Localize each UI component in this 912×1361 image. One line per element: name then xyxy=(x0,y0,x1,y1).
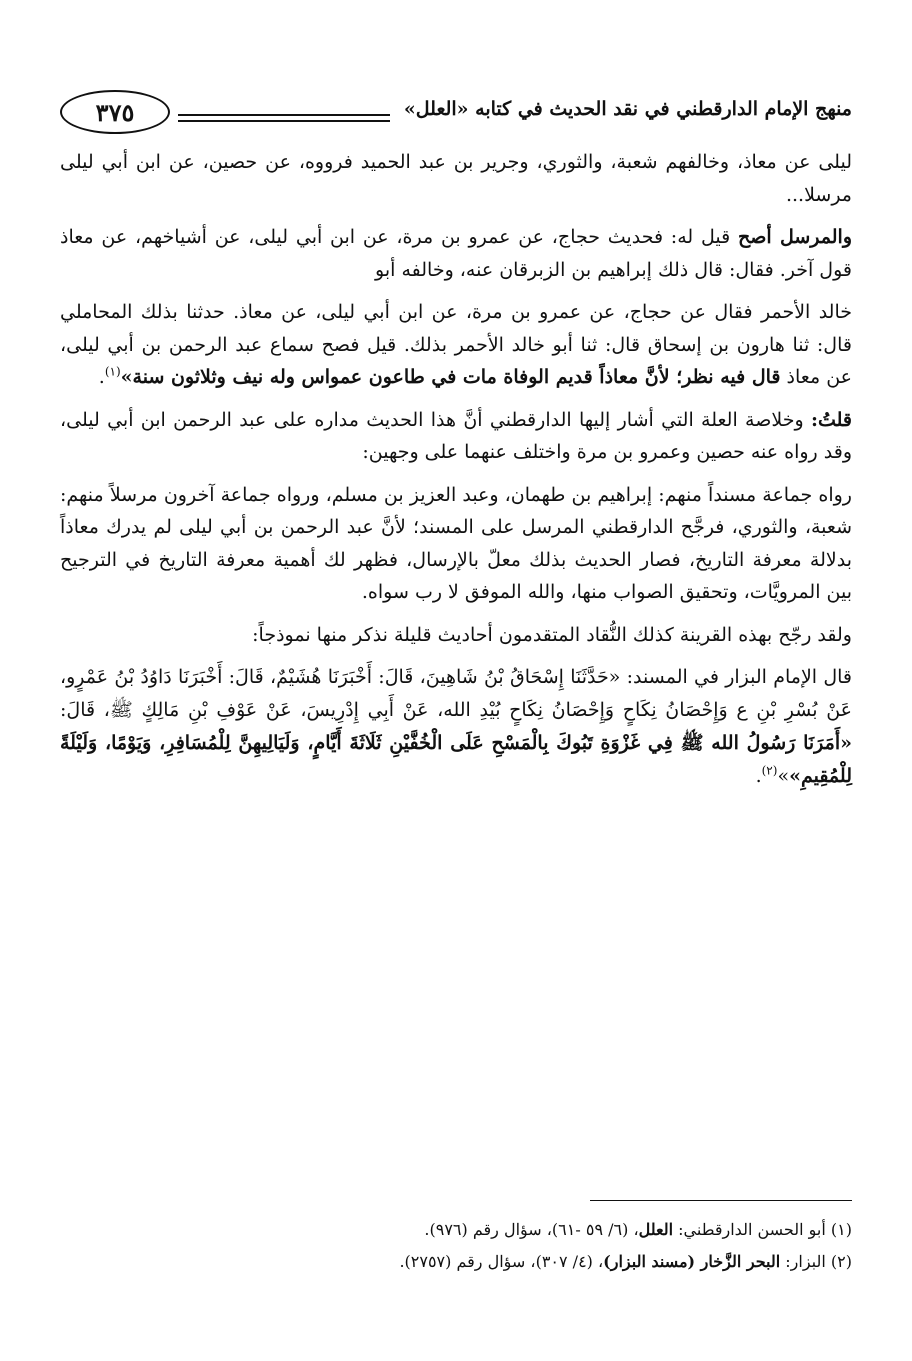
paragraph-7-text: قال الإمام البزار في المسند: «حَدَّثَنَا إِسْحَاقُ بْنُ شَاهِينَ، قَالَ: أَخْبَرَنَا هُشَيْمٌ، قَالَ: أَخْبَرَنَا دَاوُدُ بْنُ عَمْرٍو، عَنْ بُسْرِ بْنِ ع وَإِحْصَانُ نِكَاحٍ وَإِحْصَانُ نِكَاحٍ بُيْدِ الله، عَنْ أَبِي إِدْرِيسَ، عَنْ عَوْفِ بْنِ مَالِكٍ ﷺ، قَالَ: xyxy=(60,666,852,721)
paragraph-7-hadith xyxy=(60,661,852,793)
paragraph-4 xyxy=(60,404,852,469)
paragraph-4-text: وخلاصة العلة التي أشار إليها الدارقطني أنَّ هذا الحديث مداره على عبد الرحمن ابن أبي ليلى، وقد رواه عنه حصين وعمرو بن مرة واختلف عنهما على وجهين: xyxy=(60,408,852,463)
paragraph-2 xyxy=(60,221,852,286)
running-header xyxy=(60,78,852,146)
footnote-2-text: البزار: xyxy=(780,1252,831,1271)
paragraph-7-close: » xyxy=(777,765,790,787)
main-text xyxy=(60,146,852,793)
footnote-ref-1[interactable]: (١) xyxy=(104,364,121,379)
paragraph-7-bold: «أَمَرَنَا رَسُولُ الله ﷺ فِي غَزْوَةِ تَبُوكَ بِالْمَسْحِ عَلَى الْخُفَّيْنِ ثَلَاثَةَ أَيَّامٍ، وَلَيَالِيهِنَّ لِلْمُسَافِرِ، وَيَوْمًا، وَلَيْلَةً لِلْمُقِيمِ» xyxy=(60,732,852,787)
paragraph-2-bold: والمرسل أصح xyxy=(737,226,853,248)
footnote-1-number: (١) xyxy=(830,1220,852,1239)
footnote-ref-2[interactable]: (٢) xyxy=(761,763,778,778)
paragraph-3 xyxy=(60,296,852,394)
page-number-badge: ٣٧٥ xyxy=(60,90,170,134)
footnote-separator xyxy=(590,1200,852,1201)
footnote-2-title: البحر الزَّخار (مسند البزار) xyxy=(603,1252,781,1271)
paragraph-1-text: ليلى عن معاذ، وخالفهم شعبة، والثوري، وجرير بن عبد الحميد فرووه، عن حصين، عن ابن أبي ليلى مرسلا... xyxy=(60,151,852,206)
header-title: منهج الإمام الدارقطني في نقد الحديث في كتابه «العلل» xyxy=(403,98,852,120)
footnote-1-ref: ، (٦/ ٥٩ -٦١)، سؤال رقم (٩٧٦). xyxy=(424,1220,639,1239)
footnote-2-ref: ، (٤/ ٣٠٧)، سؤال رقم (٢٧٥٧). xyxy=(399,1252,604,1271)
paragraph-7-dot: . xyxy=(755,765,762,787)
paragraph-5-text: رواه جماعة مسنداً منهم: إبراهيم بن طهمان، وعبد العزيز بن مسلم، ورواه جماعة آخرون مرسلاً منهم: شعبة، والثوري، فرجَّح الدارقطني المرسل على المسند؛ لأنَّ عبد الرحمن بن أبي ليلى لم يدرك معاذاً بدلالة معرفة التاريخ، فصار الحديث بذلك معلّ بالإرسال، فظهر لك أهمية معرفة التاريخ في الترجيح بين المرويَّات، وتحقيق الصواب منها، والله الموفق لا رب سواه. xyxy=(60,483,852,603)
paragraph-3-bold: قال فيه نظر؛ لأنَّ معاذاً قديم الوفاة مات في طاعون عمواس وله نيف وثلاثون سنة» xyxy=(120,366,781,388)
paragraph-6 xyxy=(60,619,852,652)
footnote-2 xyxy=(60,1248,852,1276)
book-page xyxy=(60,78,852,1308)
footnotes xyxy=(60,1216,852,1280)
paragraph-3-end: . xyxy=(98,366,105,388)
footnote-1 xyxy=(60,1216,852,1244)
paragraph-4-bold: قلتُ: xyxy=(810,408,852,431)
footnote-1-title: العلل xyxy=(638,1220,674,1239)
footnote-1-text: أبو الحسن الدارقطني: xyxy=(673,1220,831,1239)
paragraph-1 xyxy=(60,146,852,211)
footnote-2-number: (٢) xyxy=(830,1252,852,1271)
paragraph-2-text: قيل له: فحديث حجاج، عن عمرو بن مرة، عن ابن أبي ليلى، عن أشياخهم، عن معاذ قول آخر. فقال: قال ذلك إبراهيم بن الزبرقان عنه، وخالفه أبو xyxy=(60,226,852,281)
header-double-rule xyxy=(178,114,390,122)
paragraph-6-text: ولقد رجّح بهذه القرينة كذلك النُّقاد المتقدمون أحاديث قليلة نذكر منها نموذجاً: xyxy=(252,623,852,646)
paragraph-5 xyxy=(60,479,852,609)
paragraph-3-text: خالد الأحمر فقال عن حجاج، عن عمرو بن مرة، عن ابن أبي ليلى، عن معاذ. حدثنا بذلك المحاملي قال: ثنا هارون بن إسحاق قال: ثنا أبو خالد الأحمر بذلك. قيل فصح سماع عبد الرحمن بن أبي ليلى، عن معاذ xyxy=(60,301,852,388)
